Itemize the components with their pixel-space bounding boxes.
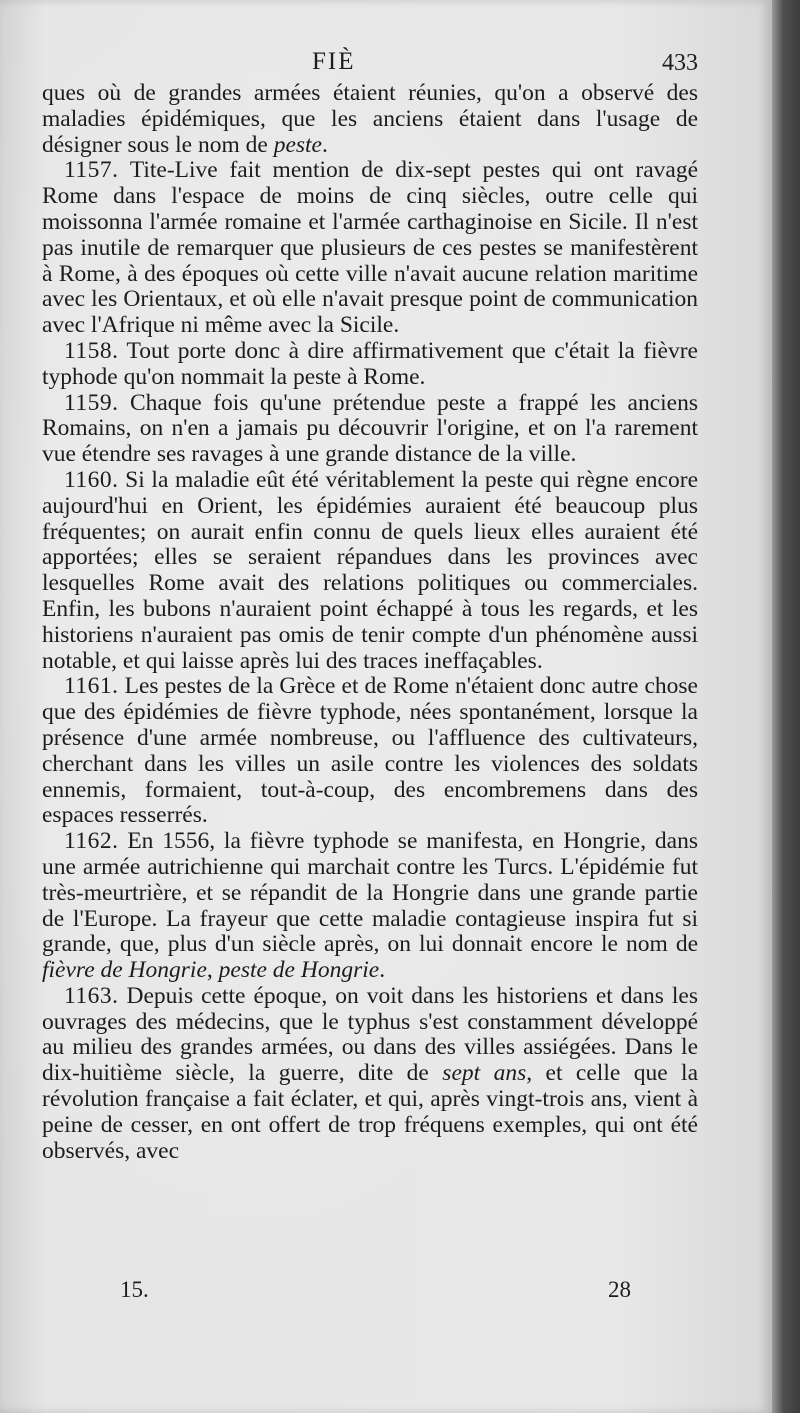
paragraph: [42, 674, 698, 829]
paragraph-text: Les pestes de la Grèce et de Rome n'étaient donc autre chose que des épidémies de fièvre typhode, nées spontanément, lorsque la présence d'une armée nombreuse, ou l'affluence des cultivateurs, cherchant dans les villes un asile contre les violences des soldats ennemis, formaient, tout-à-coup, des encombremens dans des espaces resserrés.: [42, 673, 698, 829]
paragraph: [42, 391, 698, 468]
paragraph-text: Tout porte donc à dire affirmativement que c'était la fièvre typhode qu'on nommait la peste à Rome.: [42, 337, 698, 390]
body-text: [42, 81, 698, 1164]
paragraph-text: En 1556, la fièvre typhode se manifesta, en Hongrie, dans une armée autrichienne qui marchait contre les Turcs. L'épidémie fut très-meurtrière, et se répandit de la Hongrie dans une grande partie de l'Europe. La frayeur que cette maladie contagieuse inspira fut si grande, que, plus d'un siècle après, on lui donnait encore le nom de: [42, 828, 698, 958]
running-head-title: FIÈ: [312, 48, 356, 75]
italic-text: fièvre de Hongrie: [42, 957, 207, 984]
page-edge: [772, 0, 800, 1413]
quire-number: 28: [608, 1277, 631, 1302]
paragraph-text: ,: [206, 957, 219, 984]
italic-text: peste de Hongrie: [218, 957, 380, 984]
paragraph: [42, 339, 698, 391]
paragraph-number: 1162.: [64, 828, 119, 855]
paragraph: [42, 158, 698, 339]
paragraph-text: Tite-Live fait mention de dix-sept pestes qui ont ravagé Rome dans l'espace de moins de cinq siècles, outre celle qui moissonna l'armée romaine et l'armée carthaginoise en Sicile. Il n'est pas inutile de remarquer que plusieurs de ces pestes se manifestèrent à Rome, à des époques où cette ville n'avait aucune relation maritime avec les Orientaux, et où elle n'avait presque point de communication avec l'Afrique ni même avec la Sicile.: [42, 157, 698, 339]
paragraph: [42, 81, 698, 158]
signature-mark: 15.: [120, 1277, 149, 1302]
paragraph-number: 1159.: [64, 389, 119, 416]
paragraph-text: , et celle que la révolution française a fait éclater, et qui, après vingt-trois ans, vient à peine de cesser, en ont offert de trop fréquens exemples, qui ont été observés, avec: [42, 1060, 699, 1164]
paragraph-text: .: [322, 131, 328, 158]
paragraph-number: 1158.: [64, 337, 119, 364]
paragraph-text: Si la maladie eût été véritablement la peste qui règne encore aujourd'hui en Orient, les épidémies auraient été beaucoup plus fréquentes; on aurait enfin connu de quels lieux elles auraient été apportées; elles se seraient répandues dans les provinces avec lesquelles Rome avait des relations politiques ou commerciales. Enfin, les bubons n'auraient point échappé à tous les regards, et les historiens n'auraient pas omis de tenir compte d'un phénomène aussi notable, et qui laisse après lui des traces ineffaçables.: [42, 466, 698, 674]
paragraph-text: ques où de grandes armées étaient réunies, qu'on a observé des maladies épidémiques, que les anciens étaient dans l'usage de désigner sous le nom de: [42, 80, 698, 158]
paragraph-text: .: [379, 957, 386, 984]
page-footer: [42, 1277, 698, 1307]
running-head: [42, 44, 698, 74]
paragraph-number: 1161.: [64, 673, 119, 700]
paragraph-text: Depuis cette époque, on voit dans les historiens et dans les ouvrages des médecins, que le typhus s'est constamment développé au milieu des grandes armées, ou dans des villes assiégées. Dans le dix-huitième siècle, la guerre, dite de: [42, 982, 698, 1087]
page-number: 433: [662, 50, 698, 76]
paragraph: [42, 468, 698, 674]
paragraph-number: 1160.: [64, 466, 119, 493]
paragraph-number: 1163.: [64, 982, 119, 1009]
paragraph-number: 1157.: [64, 157, 119, 184]
paragraph: [42, 829, 698, 984]
italic-text: peste: [273, 131, 322, 158]
italic-text: sept ans: [442, 1060, 527, 1087]
paragraph-text: Chaque fois qu'une prétendue peste a frappé les anciens Romains, on n'en a jamais pu découvrir l'origine, et on l'a rarement vue étendre ses ravages à une grande distance de la ville.: [42, 389, 698, 468]
paragraph: [42, 984, 698, 1165]
